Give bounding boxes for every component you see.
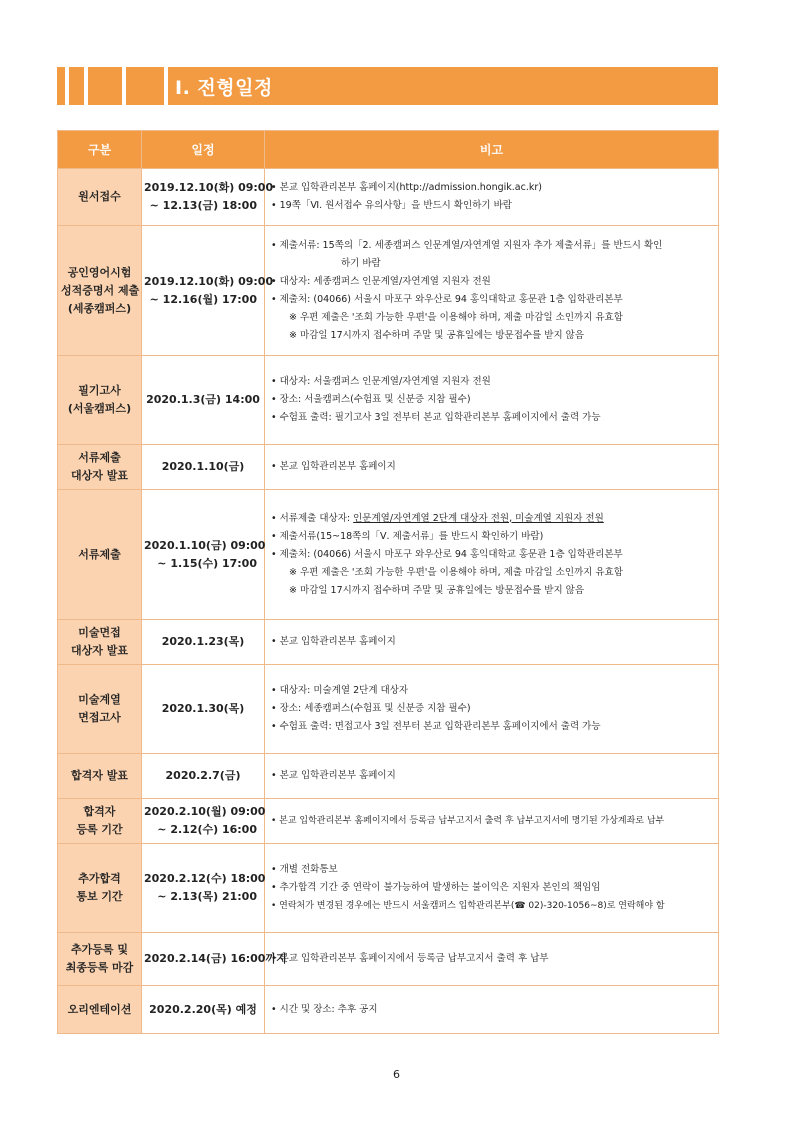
remark-bullet [271, 510, 714, 528]
remark-bullet: • 대상자: 세종캠퍼스 인문계열/자연계열 지원자 전원 [271, 275, 491, 287]
row-category-cell [58, 933, 142, 986]
remark-prefix: • 서류제출 대상자: [271, 512, 354, 524]
schedule-text: 2020.2.12(수) 18:00 [144, 872, 266, 885]
remark-bullet: • 제출서류(15~18쪽의「Ⅴ. 제출서류」를 반드시 확인하기 바람) [271, 530, 544, 542]
schedule-text: ~ 2.13(목) 21:00 [157, 890, 257, 903]
table-row [58, 620, 719, 665]
table-header-row [58, 131, 719, 169]
schedule-text: ~ 12.13(금) 18:00 [149, 199, 257, 212]
remark-bullet: • 본교 입학관리본부 홈페이지 [271, 461, 396, 472]
remark-bullet: • 본교 입학관리본부 홈페이지(http://admission.hongik.ac.kr) [271, 182, 542, 193]
header-decor-block [88, 67, 122, 105]
remark-bullet: • 본교 입학관리본부 홈페이지 [271, 636, 396, 647]
remark-bullet: • 연락처가 변경된 경우에는 반드시 서울캠퍼스 입학관리본부(☎ 02)-320-1056~8)로 연락해야 함 [271, 901, 665, 911]
category-text: 공인영어시험 [67, 265, 132, 279]
row-remarks-cell [265, 844, 719, 933]
remark-bullet: • 대상자: 미술계열 2단계 대상자 [271, 685, 409, 696]
row-remarks-cell [265, 620, 719, 665]
row-schedule-cell [142, 169, 274, 226]
category-text: 추가합격 [78, 872, 121, 885]
table-row [58, 799, 719, 844]
schedule-text: 2020.1.3(금) 14:00 [146, 393, 260, 406]
remark-bullet: • 본교 입학관리본부 홈페이지에서 등록금 납부고지서 출력 후 납부고지서에 명기된 가상계좌로 납부 [271, 816, 665, 826]
schedule-table [57, 130, 719, 1034]
row-schedule-cell [142, 620, 265, 665]
schedule-text: 2020.1.30(목) [161, 702, 245, 715]
row-category-cell [58, 169, 142, 226]
schedule-text: 2020.2.14(금) 16:00까지 [144, 952, 287, 965]
row-schedule-cell [142, 754, 265, 799]
category-text: 추가등록 및 [71, 943, 128, 956]
row-schedule-cell [142, 933, 287, 986]
row-schedule-cell [142, 665, 265, 754]
section-title: Ⅰ. 전형일정 [175, 77, 273, 99]
row-remarks-cell [265, 445, 719, 490]
category-text: 대상자 발표 [71, 469, 128, 482]
remark-bullet: • 제출처: (04066) 서울시 마포구 와우산로 94 홍익대학교 홍문관 1층 입학관리본부 [271, 548, 623, 560]
header-category: 구분 [58, 131, 142, 169]
remark-subnote: ※ 우편 제출은 '조회 가능한 우편'을 이용해야 하며, 제출 마감일 소인까지 유효함 [289, 566, 623, 578]
row-category-cell [58, 445, 142, 490]
section-header-bar [57, 67, 718, 105]
category-text: 미술계열 [78, 693, 121, 706]
remark-bullet: • 개별 전화통보 [271, 864, 338, 875]
header-decor-block [57, 67, 65, 105]
row-schedule-cell [142, 986, 265, 1034]
remark-bullet: • 본교 입학관리본부 홈페이지 [271, 770, 396, 781]
remark-subnote: ※ 마감일 17시까지 접수하며 주말 및 공휴일에는 방문접수를 받지 않음 [289, 329, 585, 341]
table-row [58, 490, 719, 620]
row-remarks-cell [265, 933, 719, 986]
row-remarks-cell [265, 754, 719, 799]
row-category-cell [58, 665, 142, 754]
schedule-text: ~ 12.16(월) 17:00 [149, 292, 257, 306]
category-text: 최종등록 마감 [65, 961, 134, 974]
remark-bullet: • 본교 입학관리본부 홈페이지에서 등록금 납부고지서 출력 후 납부 [271, 953, 549, 964]
remark-continuation: 하기 바람 [341, 257, 381, 269]
row-schedule-cell [142, 445, 265, 490]
header-remarks: 비고 [265, 131, 719, 169]
row-category-cell [58, 226, 142, 356]
row-category-cell [58, 799, 142, 844]
schedule-text: 2020.1.10(금) 09:00 [144, 538, 266, 552]
table-row [58, 226, 719, 356]
row-category-cell [58, 620, 142, 665]
row-category-cell [58, 986, 142, 1034]
table-row [58, 356, 719, 445]
remark-subnote: ※ 마감일 17시까지 접수하며 주말 및 공휴일에는 방문접수를 받지 않음 [289, 584, 585, 596]
remark-bullet: • 대상자: 서울캠퍼스 인문계열/자연계열 지원자 전원 [271, 376, 491, 387]
remark-bullet: • 제출서류: 15쪽의「2. 세종캠퍼스 인문계열/자연계열 지원자 추가 제출서류」를 반드시 확인 [271, 239, 663, 251]
row-remarks-cell [265, 986, 719, 1034]
row-schedule-cell [142, 490, 265, 620]
category-text: 합격자 [83, 805, 116, 818]
schedule-text: ~ 1.15(수) 17:00 [157, 556, 257, 570]
row-remarks-cell [265, 665, 719, 754]
category-text: 대상자 발표 [71, 644, 128, 657]
row-remarks-cell [265, 799, 719, 844]
row-remarks-cell [265, 226, 719, 356]
row-schedule-cell [142, 799, 265, 844]
header-decor-block [126, 67, 164, 105]
schedule-text: 2020.1.23(목) [161, 635, 245, 648]
schedule-text: 2020.2.20(목) 예정 [149, 1002, 257, 1016]
table-row [58, 169, 719, 226]
remark-bullet: • 제출처: (04066) 서울시 마포구 와우산로 94 홍익대학교 홍문관 1층 입학관리본부 [271, 293, 623, 305]
category-text: (세종캠퍼스) [67, 301, 132, 315]
table-row [58, 844, 719, 933]
schedule-text: 2019.12.10(화) 09:00 [144, 274, 274, 288]
category-text: 필기고사 [78, 384, 121, 397]
table-row [58, 933, 719, 986]
category-text: 면접고사 [78, 711, 121, 724]
remark-bullet: • 수험표 출력: 필기고사 3일 전부터 본교 입학관리본부 홈페이지에서 출력 가능 [271, 412, 601, 423]
remark-bullet: • 19쪽「Ⅵ. 원서접수 유의사항」을 반드시 확인하기 바람 [271, 200, 512, 211]
schedule-text: 2019.12.10(화) 09:00 [144, 181, 274, 194]
remark-subnote: ※ 우편 제출은 '조회 가능한 우편'을 이용해야 하며, 제출 마감일 소인까지 유효함 [289, 311, 623, 323]
table-row [58, 754, 719, 799]
row-category-cell [58, 754, 142, 799]
category-text: 성적증명서 제출 [61, 283, 140, 297]
table-row [58, 665, 719, 754]
category-text: 서류제출 [78, 547, 121, 561]
category-text: 미술면접 [78, 626, 121, 639]
category-text: 원서접수 [78, 190, 121, 203]
header-schedule: 일정 [142, 131, 265, 169]
header-decor-block [69, 67, 84, 105]
schedule-text: 2020.2.10(월) 09:00 [144, 805, 266, 818]
remark-underlined-text: 인문계열/자연계열 2단계 대상자 전원, 미술계열 지원자 전원 [353, 512, 604, 524]
remark-bullet: • 추가합격 기간 중 연락이 불가능하여 발생하는 불이익은 지원자 본인의 책임임 [271, 882, 601, 893]
category-text: (서울캠퍼스) [67, 402, 132, 415]
row-remarks-cell [265, 356, 719, 445]
row-category-cell [58, 490, 142, 620]
remark-bullet: • 수험표 출력: 면접고사 3일 전부터 본교 입학관리본부 홈페이지에서 출력 가능 [271, 721, 601, 732]
row-schedule-cell [142, 226, 274, 356]
category-text: 통보 기간 [76, 890, 123, 903]
schedule-text: 2020.1.10(금) [161, 460, 245, 473]
schedule-text: ~ 2.12(수) 16:00 [157, 823, 257, 836]
row-schedule-cell [142, 844, 265, 933]
schedule-text: 2020.2.7(금) [165, 769, 241, 782]
remark-bullet: • 시간 및 장소: 추후 공지 [271, 1003, 378, 1015]
category-text: 오리엔테이션 [67, 1002, 132, 1016]
category-text: 서류제출 [78, 451, 121, 464]
row-category-cell [58, 356, 142, 445]
table-row [58, 986, 719, 1034]
page-number: 6 [393, 1068, 400, 1081]
row-remarks-cell [265, 169, 719, 226]
remark-bullet: • 장소: 서울캠퍼스(수험표 및 신분증 지참 필수) [271, 394, 471, 405]
row-category-cell [58, 844, 142, 933]
category-text: 등록 기간 [76, 823, 123, 836]
category-text: 합격자 발표 [71, 769, 128, 782]
remark-bullet: • 장소: 세종캠퍼스(수험표 및 신분증 지참 필수) [271, 703, 471, 714]
table-row [58, 445, 719, 490]
row-schedule-cell [142, 356, 265, 445]
row-remarks-cell [265, 490, 719, 620]
